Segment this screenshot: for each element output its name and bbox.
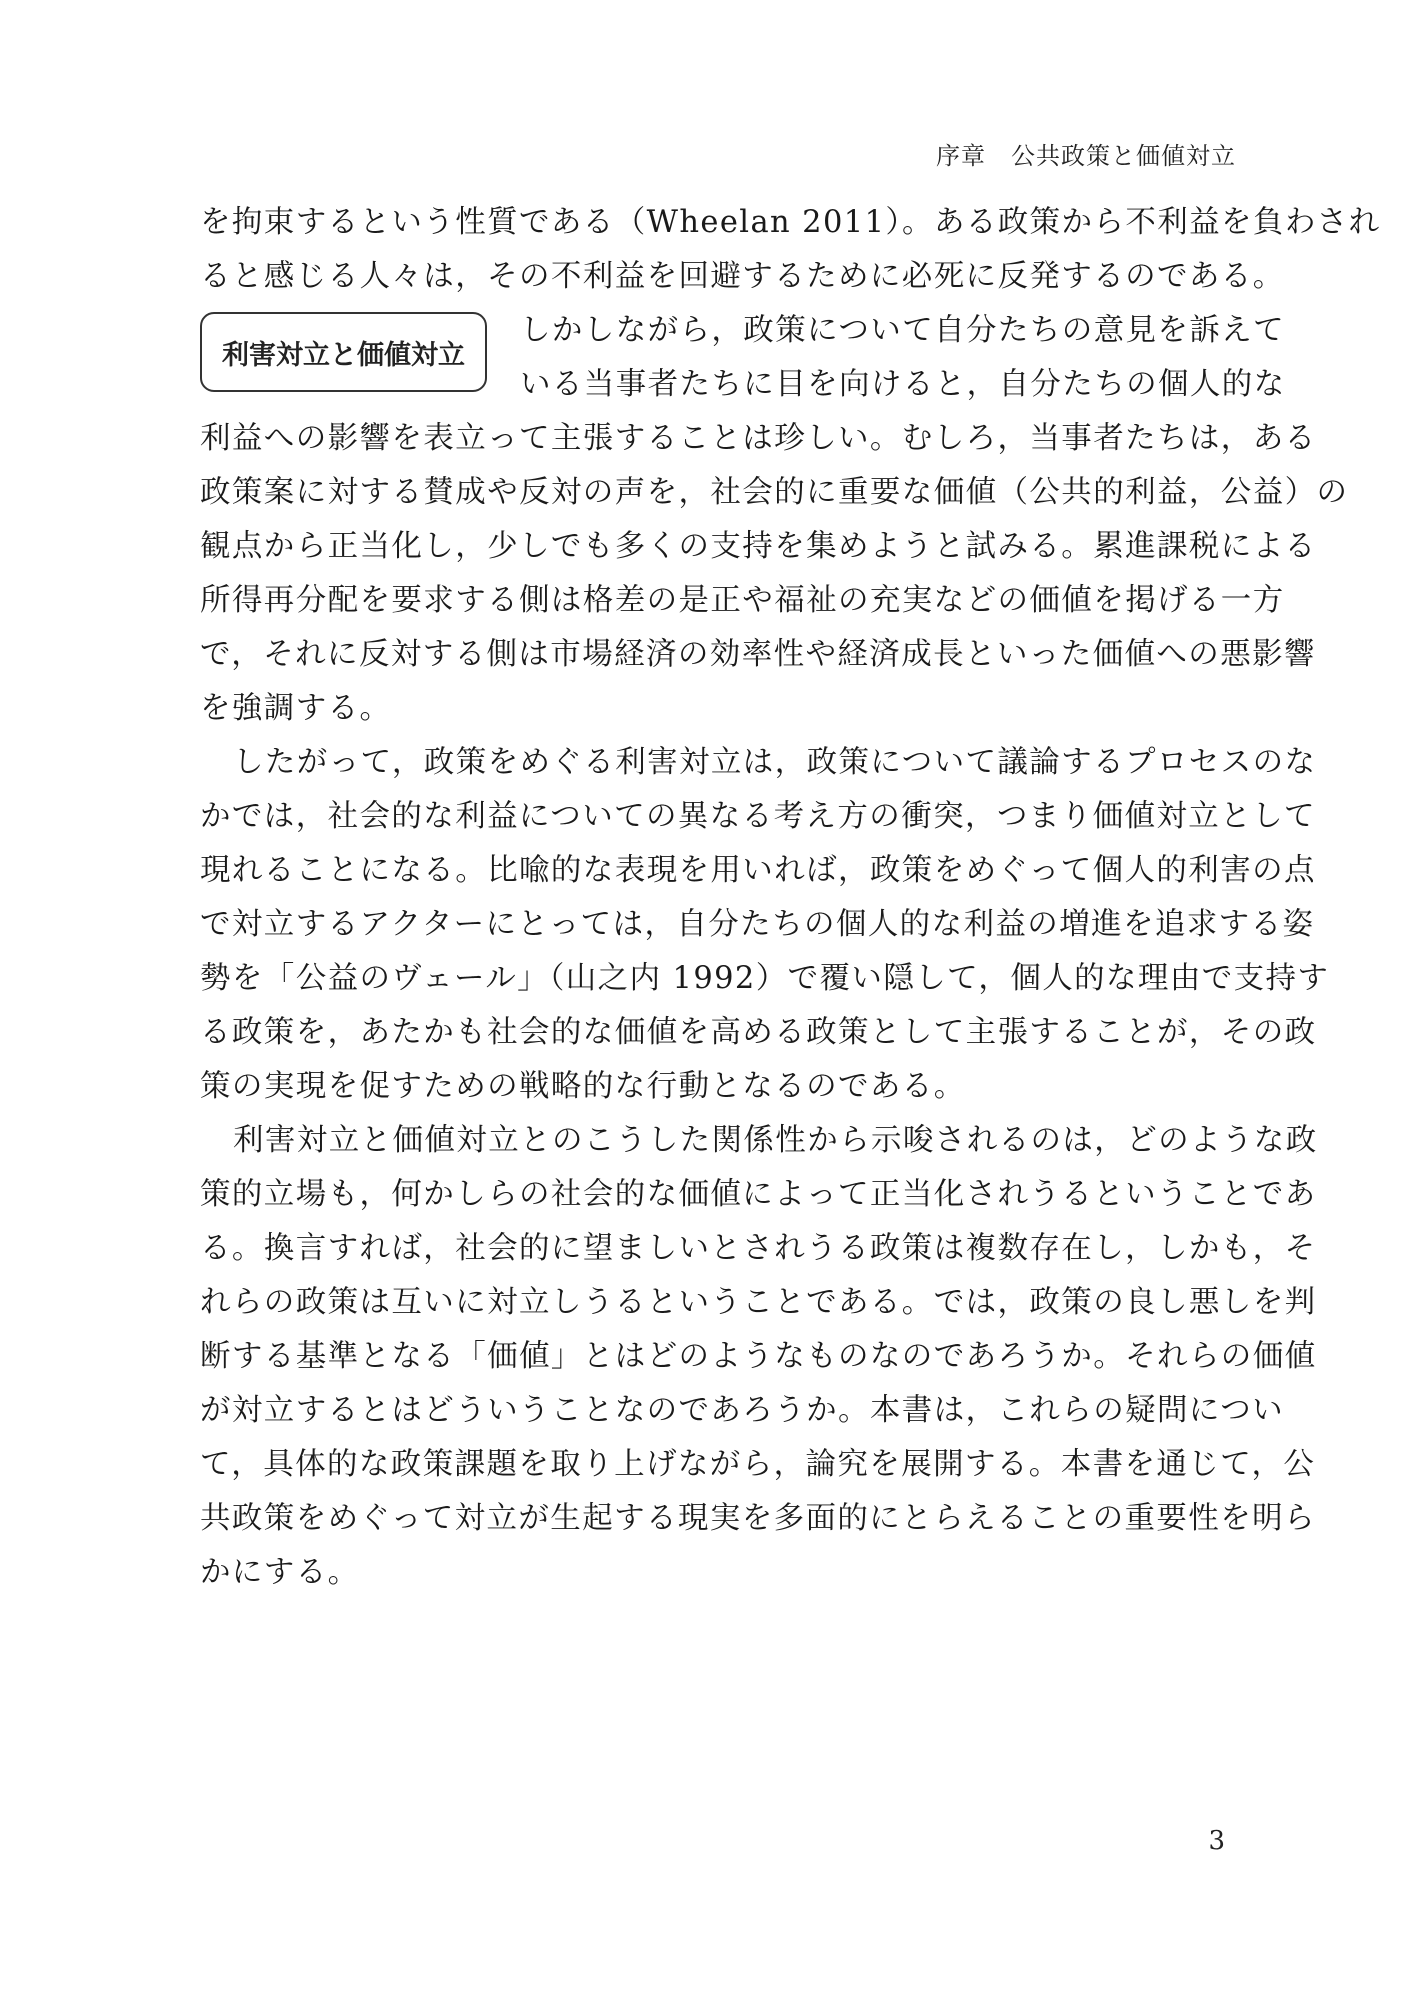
text-line: 策的立場も，何かしらの社会的な価値によって正当化されうるということであ	[200, 1177, 1317, 1212]
text-line: 断する基準となる「価値」とはどのようなものなのであろうか。それらの価値	[200, 1339, 1317, 1374]
body-text	[200, 196, 1381, 1600]
text-line: 所得再分配を要求する側は格差の是正や福祉の充実などの価値を掲げる一方	[200, 583, 1285, 618]
text-line: かにする。	[200, 1555, 360, 1590]
text-line: る。換言すれば，社会的に望ましいとされうる政策は複数存在し，しかも，そ	[200, 1231, 1317, 1266]
text-line: を強調する。	[200, 691, 392, 726]
text-line: 策の実現を促すための戦略的な行動となるのである。	[200, 1069, 966, 1104]
text-line: る政策を，あたかも社会的な価値を高める政策として主張することが，その政	[200, 1015, 1317, 1050]
text-line: したがって，政策をめぐる利害対立は，政策について議論するプロセスのな	[233, 745, 1317, 780]
text-line: 勢を「公益のヴェール」（山之内 1992）で覆い隠して，個人的な理由で支持す	[200, 961, 1330, 996]
text-line: を拘束するという性質である（Wheelan 2011）。ある政策から不利益を負わされ	[200, 205, 1381, 240]
text-line: て，具体的な政策課題を取り上げながら，論究を展開する。本書を通じて，公	[200, 1447, 1316, 1482]
text-line: 利益への影響を表立って主張することは珍しい。むしろ，当事者たちは，ある	[200, 421, 1317, 456]
text-line: 利害対立と価値対立とのこうした関係性から示唆されるのは，どのような政	[233, 1123, 1318, 1158]
text-line: ると感じる人々は，その不利益を回避するために必死に反発するのである。	[200, 259, 1285, 294]
text-line: が対立するとはどういうことなのであろうか。本書は，これらの疑問につい	[200, 1393, 1284, 1428]
section-heading-box: 利害対立と価値対立	[200, 312, 487, 392]
text-line: いる当事者たちに目を向けると，自分たちの個人的な	[520, 367, 1286, 402]
text-line: で対立するアクターにとっては，自分たちの個人的な利益の増進を追求する姿	[200, 907, 1315, 942]
text-line: しかしながら，政策について自分たちの意見を訴えて	[520, 313, 1285, 348]
text-line: 観点から正当化し，少しでも多くの支持を集めようと試みる。累進課税による	[200, 529, 1317, 564]
text-line: 共政策をめぐって対立が生起する現実を多面的にとらえることの重要性を明ら	[200, 1501, 1316, 1536]
text-line: かでは，社会的な利益についての異なる考え方の衝突，つまり価値対立として	[200, 799, 1316, 834]
text-line: れらの政策は互いに対立しうるということである。では，政策の良し悪しを判	[200, 1285, 1317, 1320]
text-line: 政策案に対する賛成や反対の声を，社会的に重要な価値（公共的利益，公益）の	[200, 475, 1349, 510]
page-number: 3	[1208, 1826, 1225, 1856]
text-line: で，それに反対する側は市場経済の効率性や経済成長といった価値への悪影響	[200, 637, 1316, 672]
text-line: 現れることになる。比喩的な表現を用いれば，政策をめぐって個人的利害の点	[200, 853, 1316, 888]
running-head: 序章 公共政策と価値対立	[936, 142, 1236, 170]
